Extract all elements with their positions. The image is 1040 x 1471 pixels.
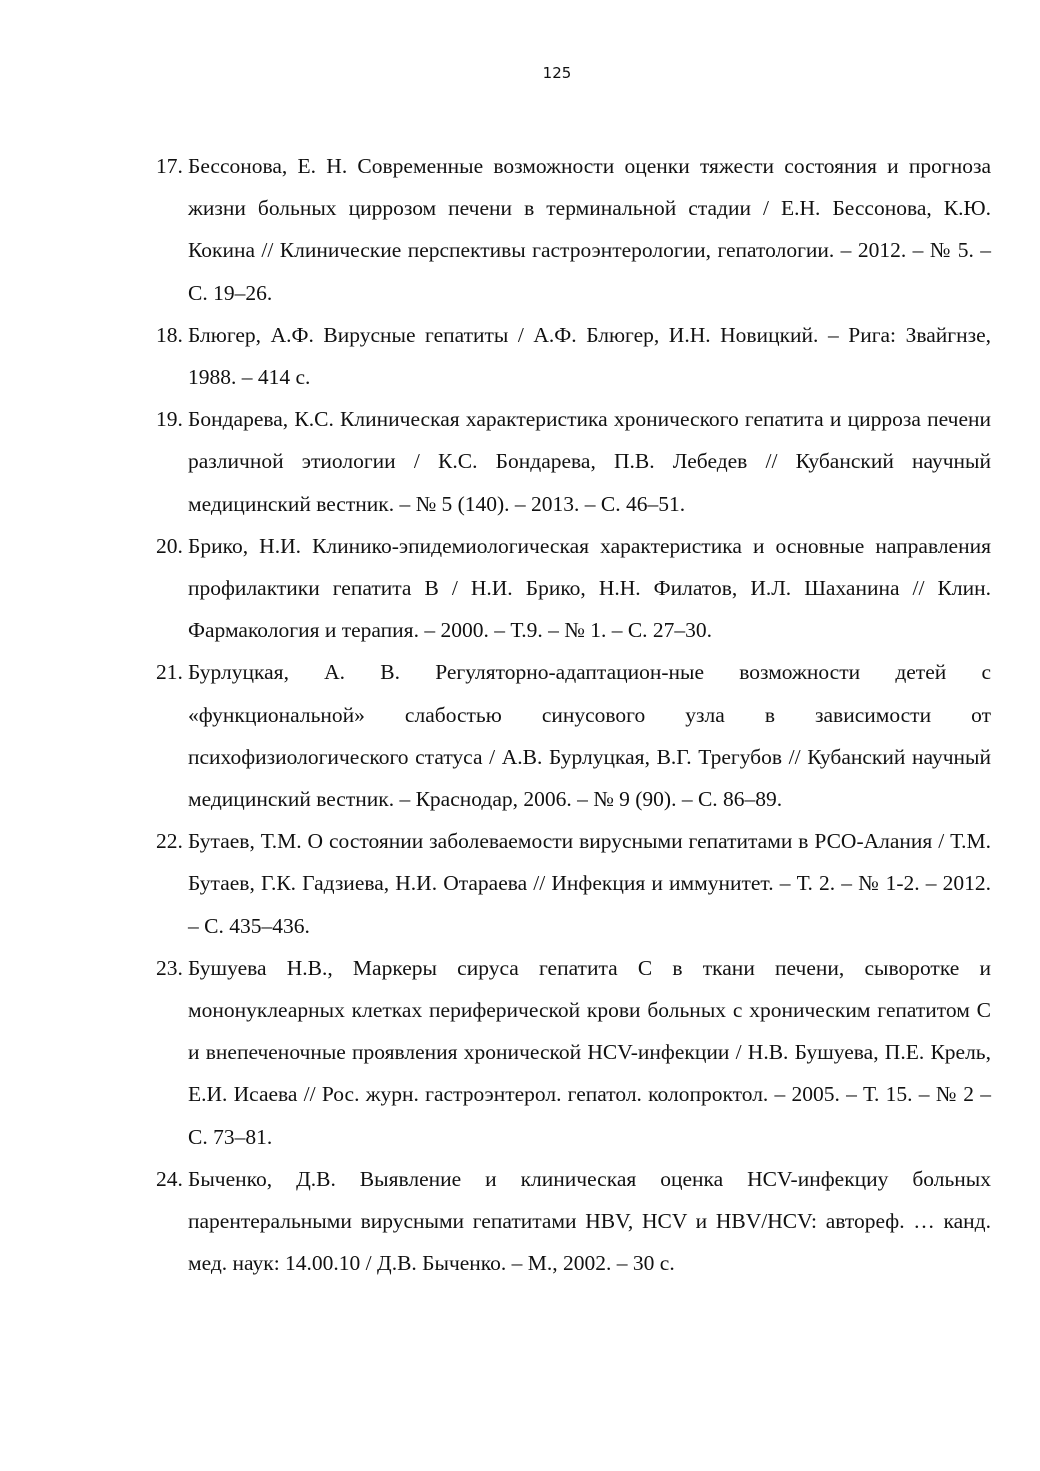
reference-item [156, 820, 991, 947]
reference-text: Брико, Н.И. Клинико-эпидемиологическая характеристика и основные направления профилактики гепатита В / Н.И. Брико, Н.Н. Филатов, И.Л. Шаханина // Клин. Фармакология и терапия. – 2000. – Т.9. – № 1. – С. 27–30. [188, 533, 991, 643]
reference-number: 21. [156, 660, 183, 685]
reference-text: Блюгер, А.Ф. Вирусные гепатиты / А.Ф. Блюгер, И.Н. Новицкий. – Рига: Звайгнзе, 1988. – 414 с. [188, 322, 991, 390]
reference-number: 18. [156, 322, 183, 347]
reference-item [156, 145, 991, 314]
reference-item [156, 314, 991, 398]
reference-number: 24. [156, 1166, 183, 1191]
reference-text: Бутаев, Т.М. О состоянии заболеваемости вирусными гепатитами в РСО-Алания / Т.М. Бутаев, Г.К. Гадзиева, Н.И. Отараева // Инфекция и иммунитет. – Т. 2. – № 1-2. – 2012. – С. 435–436. [188, 829, 991, 938]
reference-item [156, 1158, 991, 1285]
reference-number: 17. [156, 154, 183, 178]
reference-text: Бурлуцкая, А. В. Регуляторно-адаптацион-ные возможности детей с «функциональной» слабостью синусового узла в зависимости от психофизиологического статуса / А.В. Бурлуцкая, В.Г. Трегубов // Кубанский научный медицинский вестник. – Краснодар, 2006. – № 9 (90). – С. 86–89. [188, 660, 991, 812]
reference-text: Быченко, Д.В. Выявление и клиническая оценка HCV-инфекциу больных парентеральными вирусными гепатитами HBV, HCV и HBV/HCV: автореф. … канд. мед. наук: 14.00.10 / Д.В. Быченко. – М., 2002. – 30 с. [188, 1166, 991, 1276]
reference-item [156, 947, 991, 1158]
reference-number: 22. [156, 829, 183, 854]
reference-item [156, 525, 991, 652]
reference-text: Бессонова, Е. Н. Современные возможности оценки тяжести состояния и прогноза жизни больных циррозом печени в терминальной стадии / Е.Н. Бессонова, К.Ю. Кокина // Клинические перспективы гастроэнтерологии, гепатологии. – 2012. – № 5. – С. 19–26. [188, 154, 991, 305]
reference-number: 23. [156, 955, 183, 980]
reference-item [156, 398, 991, 525]
reference-number: 20. [156, 533, 183, 558]
reference-number: 19. [156, 407, 183, 432]
reference-item [156, 651, 991, 820]
reference-text: Бушуева Н.В., Маркеры сируса гепатита С в ткани печени, сыворотке и мононуклеарных клетках периферической крови больных с хроническим гепатитом С и внепеченочные проявления хронической HCV-инфекции / Н.В. Бушуева, П.Е. Крель, Е.И. Исаева // Рос. журн. гастроэнтерол. гепатол. колопроктол. – 2005. – Т. 15. – № 2 – С. 73–81. [188, 955, 991, 1149]
reference-text: Бондарева, К.С. Клиническая характеристика хронического гепатита и цирроза печени различной этиологии / К.С. Бондарева, П.В. Лебедев // Кубанский научный медицинский вестник. – № 5 (140). – 2013. – С. 46–51. [188, 407, 991, 516]
page-number: 125 [542, 64, 572, 82]
reference-list [156, 145, 991, 1284]
